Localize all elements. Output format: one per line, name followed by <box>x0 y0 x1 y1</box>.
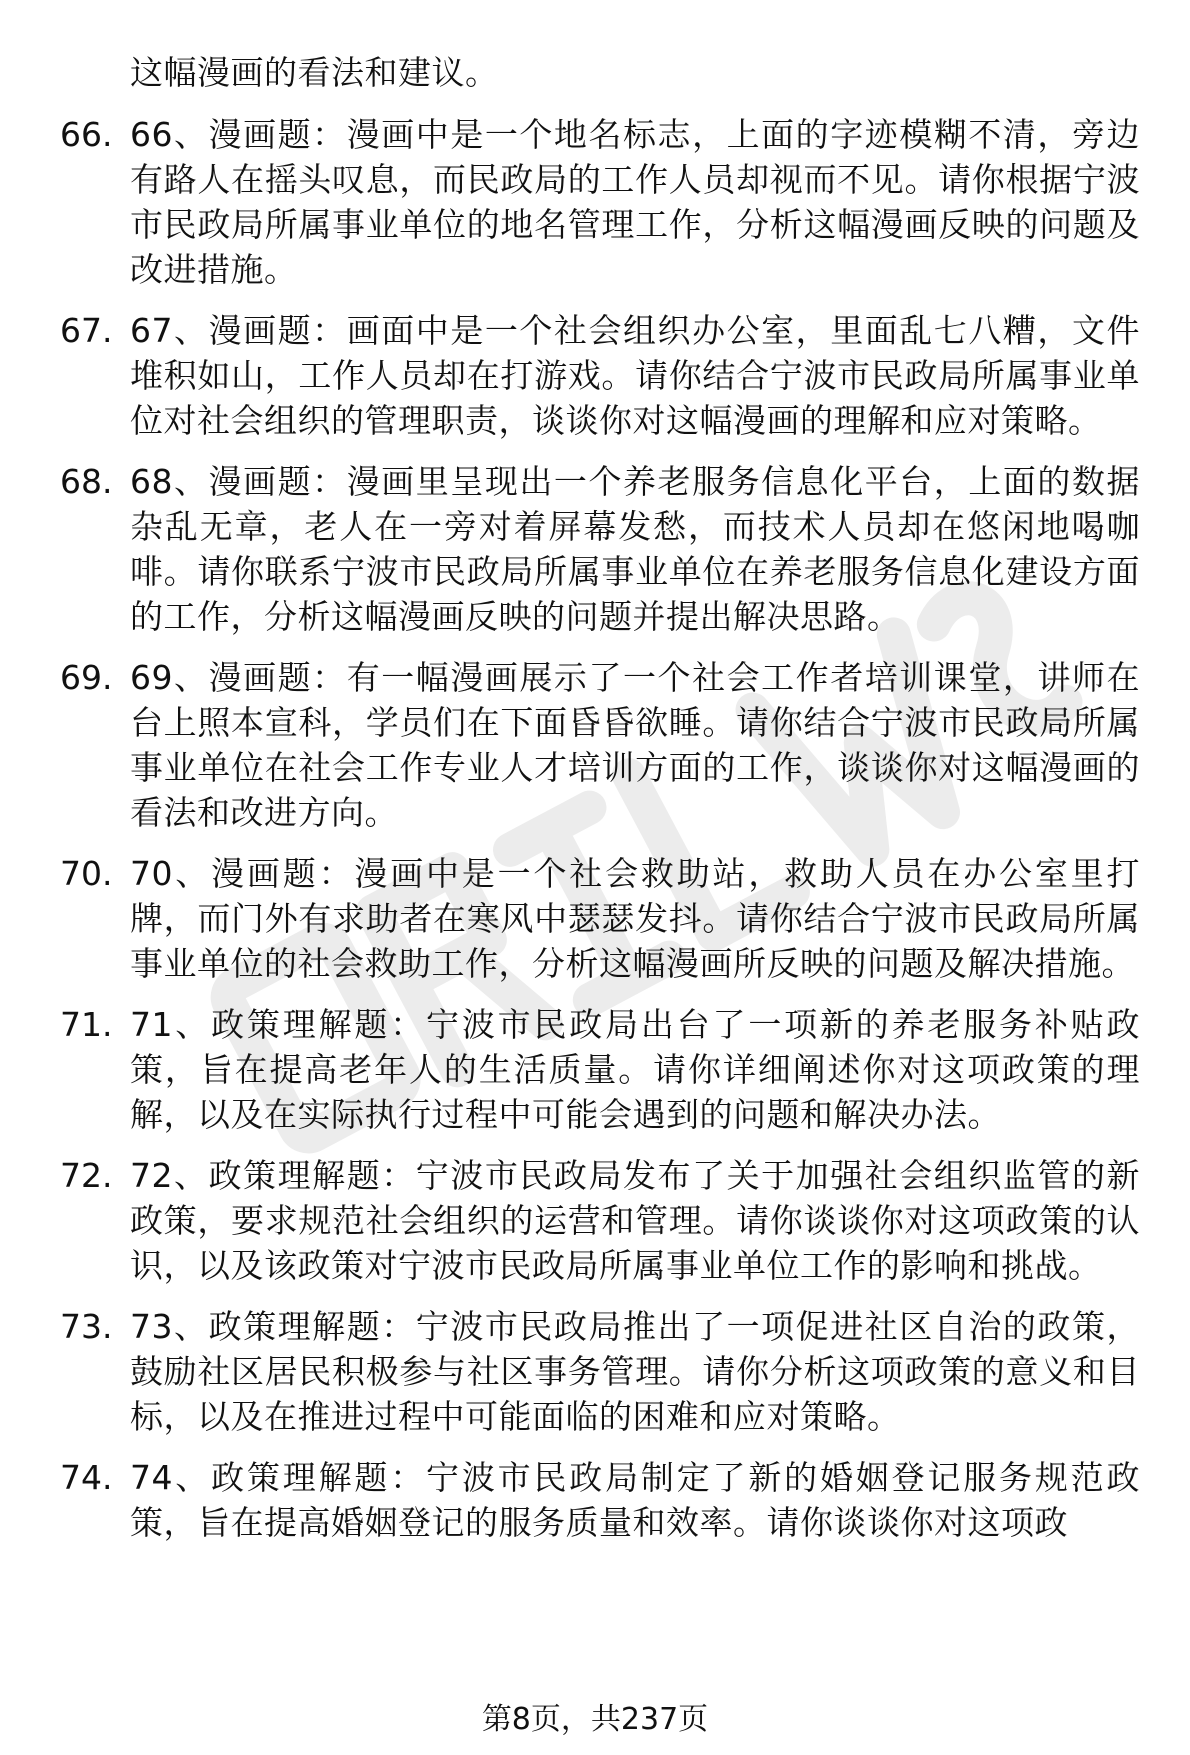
question-text: 69、漫画题：有一幅漫画展示了一个社会工作者培训课堂，讲师在台上照本宣科，学员们在下面昏昏欲睡。请你结合宁波市民政局所属事业单位在社会工作专业人才培训方面的工作，谈谈你对这幅漫画的看法和改进方向。 <box>130 658 1140 832</box>
question-text: 68、漫画题：漫画里呈现出一个养老服务信息化平台，上面的数据杂乱无章，老人在一旁对着屏幕发愁，而技术人员却在悠闲地喝咖啡。请你联系宁波市民政局所属事业单位在养老服务信息化建设方面的工作，分析这幅漫画反映的问题并提出解决思路。 <box>130 462 1140 636</box>
list-item <box>0 112 1190 292</box>
list-number: 71. <box>60 1005 113 1044</box>
list-number: 74. <box>60 1458 113 1497</box>
question-text: 74、政策理解题：宁波市民政局制定了新的婚姻登记服务规范政策，旨在提高婚姻登记的服务质量和效率。请你谈谈你对这项政 <box>130 1458 1140 1542</box>
list-item <box>0 1304 1190 1439</box>
list-item <box>0 1002 1190 1137</box>
question-text: 73、政策理解题：宁波市民政局推出了一项促进社区自治的政策，鼓励社区居民积极参与社区事务管理。请你分析这项政策的意义和目标，以及在推进过程中可能面临的困难和应对策略。 <box>130 1307 1140 1436</box>
list-item <box>0 851 1190 986</box>
page-footer: 第8页，共237页 <box>481 1702 709 1737</box>
list-number: 72. <box>60 1156 113 1195</box>
question-text: 66、漫画题：漫画中是一个地名标志，上面的字迹模糊不清，旁边有路人在摇头叹息，而民政局的工作人员却视而不见。请你根据宁波市民政局所属事业单位的地名管理工作，分析这幅漫画反映的问题及改进措施。 <box>130 115 1140 289</box>
list-item <box>0 459 1190 639</box>
list-item <box>0 1455 1190 1545</box>
question-text: 71、政策理解题：宁波市民政局出台了一项新的养老服务补贴政策，旨在提高老年人的生活质量。请你详细阐述你对这项政策的理解，以及在实际执行过程中可能会遇到的问题和解决办法。 <box>130 1005 1140 1134</box>
list-item <box>0 1153 1190 1288</box>
list-number: 69. <box>60 658 113 697</box>
question-text: 70、漫画题：漫画中是一个社会救助站，救助人员在办公室里打牌，而门外有求助者在寒风中瑟瑟发抖。请你结合宁波市民政局所属事业单位的社会救助工作，分析这幅漫画所反映的问题及解决措施。 <box>130 854 1140 983</box>
list-number: 66. <box>60 115 113 154</box>
list-item <box>0 655 1190 835</box>
list-number: 73. <box>60 1307 113 1346</box>
list-number: 70. <box>60 854 113 893</box>
question-list <box>0 112 1190 1561</box>
question-text: 67、漫画题：画面中是一个社会组织办公室，里面乱七八糟，文件堆积如山，工作人员却在打游戏。请你结合宁波市民政局所属事业单位对社会组织的管理职责，谈谈你对这幅漫画的理解和应对策略。 <box>130 311 1140 440</box>
list-number: 68. <box>60 462 113 501</box>
list-item <box>0 308 1190 443</box>
continuation-text: 这幅漫画的看法和建议。 <box>130 53 499 92</box>
list-number: 67. <box>60 311 113 350</box>
question-text: 72、政策理解题：宁波市民政局发布了关于加强社会组织监管的新政策，要求规范社会组织的运营和管理。请你谈谈你对这项政策的认识，以及该政策对宁波市民政局所属事业单位工作的影响和挑战。 <box>130 1156 1140 1285</box>
